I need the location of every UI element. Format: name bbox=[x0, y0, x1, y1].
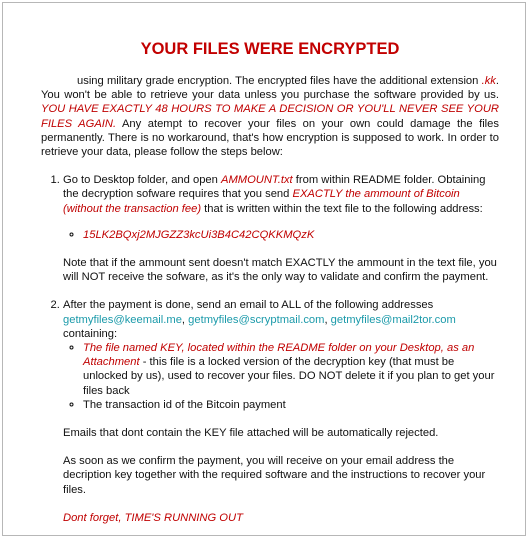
step1-text-3: that is written within the text file to the following address: bbox=[204, 202, 483, 215]
list-item bbox=[83, 228, 499, 242]
receive-note: As soon as we confirm the payment, you will receive on your email address the decription key together with the required software and the instructions to recover your files. bbox=[63, 455, 486, 496]
time-running-out: Dont forget, TIME'S RUNNING OUT bbox=[63, 511, 243, 524]
step2-text-1: After the payment is done, send an email to ALL of the following addresses bbox=[63, 299, 434, 312]
key-file-warning: The file named KEY, located within the README folder on your Desktop, as an Attachment bbox=[83, 342, 475, 369]
step1-text-2: from within README folder. Obtaining the decryption sofware requires that you send bbox=[63, 174, 486, 201]
email-separator: , bbox=[181, 313, 189, 326]
email-separator: , bbox=[324, 313, 331, 326]
intro-text-3: Any atempt to recover your files on your own could damage the files permanently. There is no workaround, that's how encryption is supposed to work. In order to retrieve your data, please follow the steps below: bbox=[41, 117, 499, 159]
key-file-description: - this file is a locked version of the decryption key (that must be unlocked by us), used to recover your files. DO NOT delete it if you plan to get your files back bbox=[83, 356, 495, 397]
file-extension: .kk bbox=[481, 75, 496, 87]
containing-label: containing: bbox=[63, 327, 118, 340]
bitcoin-address: 15LK2BQxj2MJGZZ3kcUi3B4C42CQKKMQzK bbox=[83, 228, 315, 241]
ammount-note: Note that if the ammount sent doesn't match EXACTLY the ammount in the text file, you will NOT receive the sofware, as it's the only way to validate and confirm the payment. bbox=[63, 257, 497, 284]
attachment-list bbox=[63, 341, 499, 412]
transaction-id-item: The transaction id of the Bitcoin payment bbox=[83, 398, 286, 411]
address-list bbox=[63, 228, 499, 242]
note-content bbox=[41, 3, 499, 525]
intro-text-1: using military grade encryption. The encrypted files have the additional extension bbox=[77, 75, 479, 87]
exact-ammount-warning: EXACTLY the ammount of Bitcoin (without the transaction fee) bbox=[63, 188, 460, 215]
ammount-file-name: AMMOUNT.txt bbox=[220, 174, 293, 187]
step-1 bbox=[63, 173, 499, 284]
list-item bbox=[83, 398, 499, 412]
rejection-note: Emails that dont contain the KEY file attached will be automatically rejected. bbox=[63, 427, 439, 440]
intro-paragraph bbox=[41, 74, 499, 159]
email-link-3[interactable]: getmyfiles@mail2tor.com bbox=[330, 313, 456, 326]
list-item bbox=[83, 341, 499, 398]
intro-text-2: . You won't be able to retrieve your data unless you purchase the software provided by us. bbox=[41, 75, 499, 102]
page-title: YOUR FILES WERE ENCRYPTED bbox=[140, 40, 400, 58]
deadline-warning: YOU HAVE EXACTLY 48 HOURS TO MAKE A DECISION OR YOU'LL NEVER SEE YOUR FILES AGAIN. bbox=[41, 103, 499, 130]
email-link-2[interactable]: getmyfiles@scryptmail.com bbox=[188, 313, 325, 326]
email-link-1[interactable]: getmyfiles@keemail.me bbox=[63, 313, 182, 326]
steps-list bbox=[41, 173, 499, 525]
step-2 bbox=[63, 298, 499, 525]
step1-text-1: Go to Desktop folder, and open bbox=[63, 174, 218, 187]
ransom-note-window bbox=[2, 2, 526, 536]
